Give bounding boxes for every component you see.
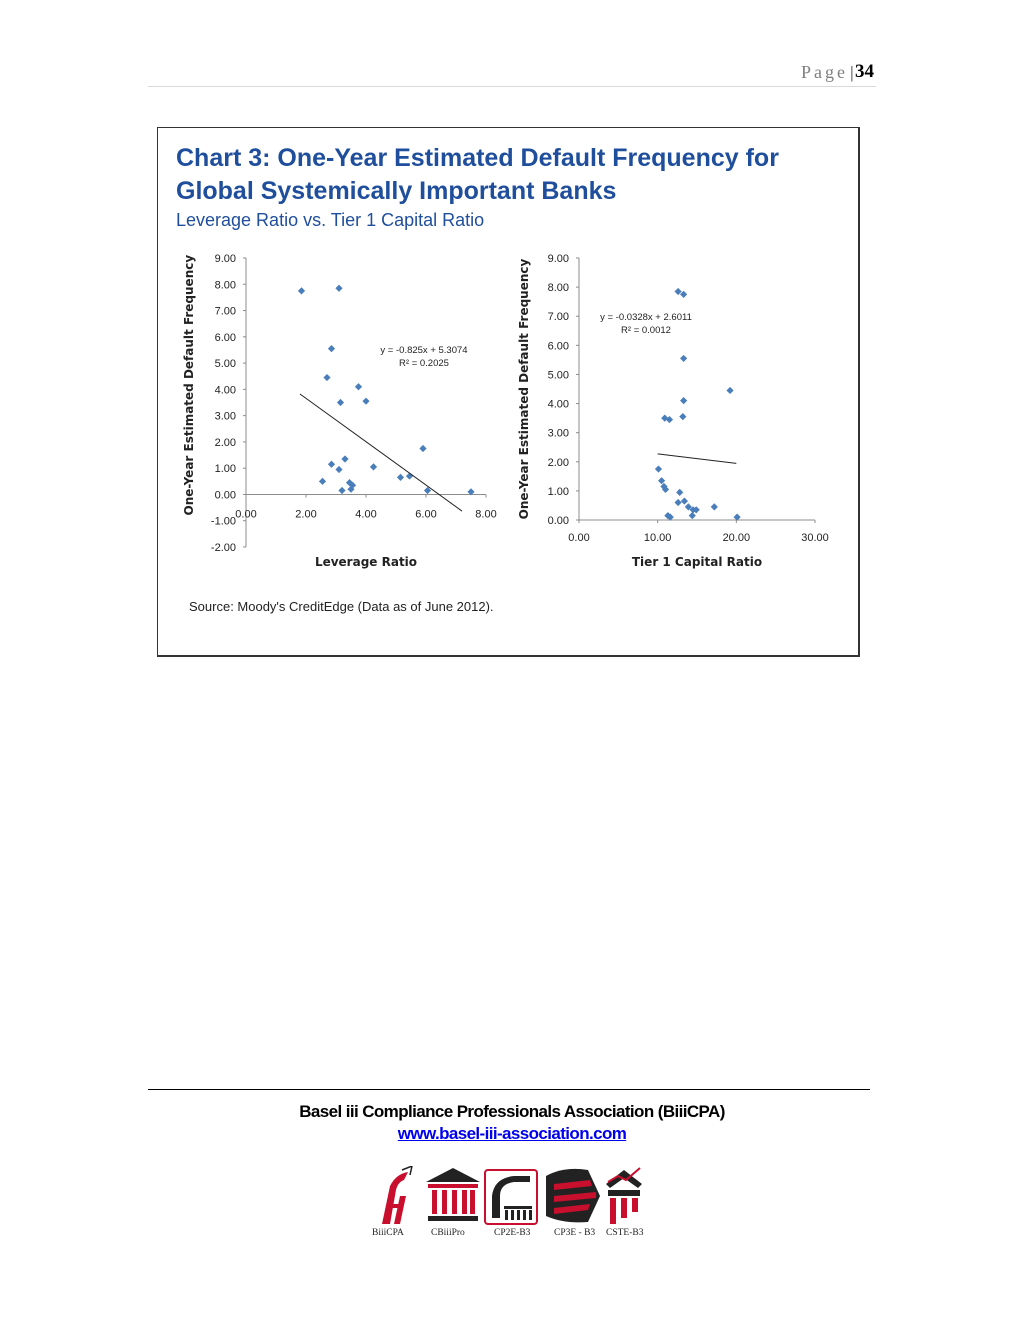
data-point [323,374,330,381]
trendline-equation: y = -0.0328x + 2.6011 [600,312,692,323]
data-point [335,285,342,292]
page-separator: | [849,63,854,82]
trendline [300,394,462,511]
data-point [328,345,335,352]
x-tick-label: 0.00 [568,532,590,544]
y-tick-label: 8.00 [214,279,236,292]
x-tick-label: 10.00 [643,532,672,544]
cp3e-b3-logo-icon [544,1166,602,1231]
y-tick-label: 0.00 [547,515,569,527]
data-point [711,503,718,510]
data-point [419,445,426,452]
x-tick-label: 30.00 [801,532,829,544]
data-point [370,463,377,470]
data-point [337,399,344,406]
y-tick-label: 6.00 [547,340,569,353]
cp2e-b3-logo-icon [484,1166,538,1231]
x-tick-label: 0.00 [235,508,257,521]
data-point [338,487,345,494]
data-point [397,474,404,481]
data-point [319,478,326,485]
data-point [298,287,305,294]
x-axis-label: Tier 1 Capital Ratio [631,555,763,569]
data-point [362,398,369,405]
data-point [355,383,362,390]
data-point [680,397,687,404]
data-point [681,497,688,504]
chart-source: Source: Moody's CreditEdge (Data as of June 2012). [189,599,494,614]
footer-link[interactable]: www.basel-iii-association.com [397,1124,627,1143]
y-tick-label: -2.00 [210,542,236,554]
y-tick-label: 3.00 [214,410,236,423]
logo-strip [372,1166,662,1250]
trendline-equation: y = -0.825x + 5.3074 [380,345,468,356]
trendline [658,454,737,464]
y-tick-label: 1.00 [547,485,569,498]
chart-subtitle: Leverage Ratio vs. Tier 1 Capital Ratio [176,210,485,230]
logo-caption-biiicpa: BiiiCPA [372,1228,404,1238]
x-tick-label: 8.00 [475,508,497,521]
y-axis-label: One-Year Estimated Default Frequency [517,258,531,520]
y-tick-label: 9.00 [214,253,236,265]
leverage-scatter-chart [176,246,511,581]
x-tick-label: 4.00 [355,508,377,521]
y-tick-label: 9.00 [547,253,569,265]
y-tick-label: 2.00 [547,456,569,469]
chart-figure [157,127,860,657]
cbiiipro-logo-icon [424,1166,482,1231]
x-tick-label: 20.00 [722,532,751,544]
biiicpa-logo-icon [374,1166,414,1231]
y-tick-label: 3.00 [547,427,569,440]
chart-title: Chart 3: One-Year Estimated Default Frequency for Global Systemically Important Banks [176,144,779,205]
logo-caption-cp2e: CP2E-B3 [494,1228,531,1238]
data-point [655,465,662,472]
page-header [148,60,876,87]
y-tick-label: 5.00 [214,358,236,371]
x-axis-label: Leverage Ratio [314,555,418,569]
trendline-r-squared: R² = 0.2025 [399,358,449,369]
logo-caption-cp3e: CP3E - B3 [554,1228,596,1238]
tier1-scatter-chart [510,246,845,581]
y-tick-label: 2.00 [214,436,236,449]
y-tick-label: 8.00 [547,282,569,295]
y-tick-label: 6.00 [214,331,236,344]
data-point [341,455,348,462]
y-tick-label: 1.00 [214,463,236,476]
footer-divider [148,1089,870,1090]
data-point [676,489,683,496]
page-label: Page [801,62,848,82]
cste-b3-logo-icon [604,1166,644,1231]
x-tick-label: 6.00 [415,508,437,521]
data-point [689,512,696,519]
data-point [726,387,733,394]
data-point [675,499,682,506]
logo-caption-cbiiipro: CBiiiPro [431,1228,465,1238]
y-axis-label: One-Year Estimated Default Frequency [182,254,196,516]
data-point [328,461,335,468]
logo-caption-cste: CSTE-B3 [606,1228,644,1238]
y-tick-label: 7.00 [547,311,569,324]
x-tick-label: 2.00 [295,508,317,521]
data-point [335,466,342,473]
y-tick-label: 4.00 [547,398,569,411]
y-tick-label: 4.00 [214,384,236,397]
y-tick-label: -1.00 [210,515,236,528]
page-number: 34 [855,61,874,82]
y-tick-label: 0.00 [214,489,236,502]
data-point [679,413,686,420]
trendline-r-squared: R² = 0.0012 [621,325,671,336]
footer-organization: Basel iii Compliance Professionals Association (BiiiCPA) [299,1102,725,1121]
y-tick-label: 5.00 [547,369,569,382]
data-point [680,355,687,362]
y-tick-label: 7.00 [214,305,236,318]
